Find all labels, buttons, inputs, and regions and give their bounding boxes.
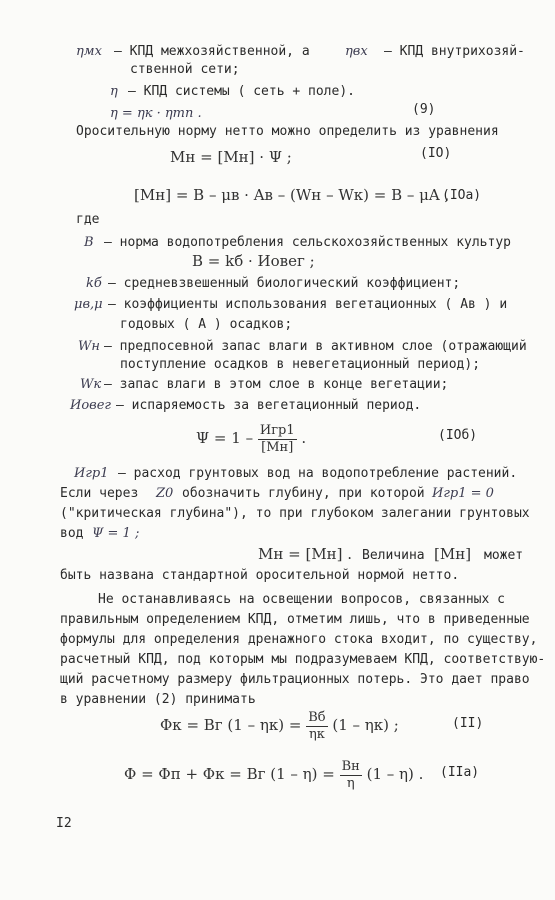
- equation-number: (IO): [420, 146, 452, 161]
- formula-dot: .: [301, 429, 307, 447]
- text-line: быть названа стандартной оросительной нормой нетто.: [60, 568, 460, 583]
- fraction-numerator: Игр1: [259, 422, 295, 438]
- formula-phi: [124, 754, 423, 794]
- equation-number: (9): [412, 102, 436, 117]
- symbol-z0: Z0: [156, 486, 174, 501]
- fraction: [306, 710, 327, 743]
- text-line: ("критическая глубина"), то при глубоком залегании грунтовых: [60, 506, 530, 521]
- text-line: – средневзвешенный биологический коэффициент;: [108, 276, 461, 291]
- equation-number: (II): [452, 716, 484, 731]
- text-line: вод: [60, 526, 84, 541]
- fraction-numerator: Bн: [341, 758, 360, 774]
- formula-psi: [196, 418, 306, 458]
- symbol-b: B: [84, 235, 94, 250]
- fraction-numerator: Bб: [308, 709, 326, 725]
- text-line: где: [76, 212, 100, 227]
- equation-number: (IOa): [442, 188, 482, 203]
- formula: Ψ = 1 ;: [92, 526, 140, 541]
- text-line: – предпосевной запас влаги в активном слое (отражающий: [104, 339, 527, 354]
- page-number: I2: [56, 816, 72, 831]
- equation-number: (IOб): [438, 428, 478, 443]
- text-line: обозначить глубину, при которой: [182, 486, 425, 501]
- symbol-evaporation: Иовег: [70, 398, 111, 413]
- text-line: щий расчетному размеру фильтрационных потерь. Это дает право: [60, 672, 530, 687]
- text-line: – норма водопотребления сельскохозяйственных культур: [104, 235, 511, 250]
- formula-lhs: Ψ = 1 –: [196, 429, 254, 447]
- formula: Mн = [Mн] .: [258, 545, 353, 563]
- equation-number: (IIa): [440, 765, 480, 780]
- text-line: может: [484, 548, 524, 563]
- formula-rhs: (1 – ηк) ;: [332, 716, 399, 734]
- text-line: формулы для определения дренажного стока входит, по существу,: [60, 632, 538, 647]
- text-line: ственной сети;: [130, 62, 240, 77]
- text-line: Не останавливаясь на освещении вопросов, связанных с: [98, 592, 505, 607]
- fraction-denominator: [Mн]: [261, 439, 294, 455]
- fraction-denominator: ηк: [308, 726, 325, 742]
- text-line: Оросительную норму нетто можно определить из уравнения: [76, 124, 499, 139]
- formula: [Mн] = B – μв · Aв – (Wн – Wк) = B – μA ,: [134, 186, 450, 204]
- text-line: Если через: [60, 486, 139, 501]
- fraction-denominator: η: [346, 775, 355, 791]
- fraction: [340, 759, 362, 792]
- text-line: годовых ( A ) осадков;: [120, 317, 293, 332]
- formula: Mн = [Mн] · Ψ ;: [170, 148, 292, 166]
- text-line: в уравнении (2) принимать: [60, 692, 256, 707]
- formula: B = kб · Иовег ;: [192, 252, 315, 270]
- symbol-mn-bracket: [Mн]: [434, 545, 472, 563]
- text-line: Величина: [362, 548, 425, 563]
- formula-lhs: Φ = Φп + Φк = Bг (1 – η) =: [124, 765, 335, 783]
- symbol-groundwater: Игр1: [74, 466, 109, 481]
- symbol-w-n: Wн: [78, 339, 100, 354]
- formula: Игр1 = 0: [432, 486, 494, 501]
- symbol-eta: η: [110, 84, 118, 99]
- symbol-eta-mx: ηмх: [76, 44, 102, 59]
- text-line: поступление осадков в невегетационный период);: [120, 357, 481, 372]
- symbol-w-k: Wк: [80, 377, 102, 392]
- symbol-k-b: kб: [86, 276, 102, 291]
- text-line: – запас влаги в этом слое в конце вегетации;: [104, 377, 449, 392]
- fraction: [258, 423, 297, 456]
- formula-rhs: (1 – η) .: [366, 765, 424, 783]
- text-line: – испаряемость за вегетационный период.: [116, 398, 422, 413]
- text-line: – КПД системы ( сеть + поле).: [128, 84, 355, 99]
- formula: η = ηк · ηтп .: [110, 106, 202, 121]
- symbol-eta-vx: ηвх: [345, 44, 368, 59]
- text-line: – коэффициенты использования вегетационных ( Aв ) и: [108, 297, 508, 312]
- text-line: – расход грунтовых вод на водопотребление растений.: [118, 466, 518, 481]
- formula-lhs: Φк = Bг (1 – ηк) =: [160, 716, 302, 734]
- symbol-mu: μв,μ: [74, 297, 103, 312]
- text-line: расчетный КПД, под которым мы подразумеваем КПД, соответствую-: [60, 652, 546, 667]
- text-line: – КПД межхозяйственной, а: [114, 44, 310, 59]
- text-line: – КПД внутрихозяй-: [384, 44, 525, 59]
- formula-phi-k: [160, 705, 399, 745]
- text-line: правильным определением КПД, отметим лишь, что в приведенные: [60, 612, 530, 627]
